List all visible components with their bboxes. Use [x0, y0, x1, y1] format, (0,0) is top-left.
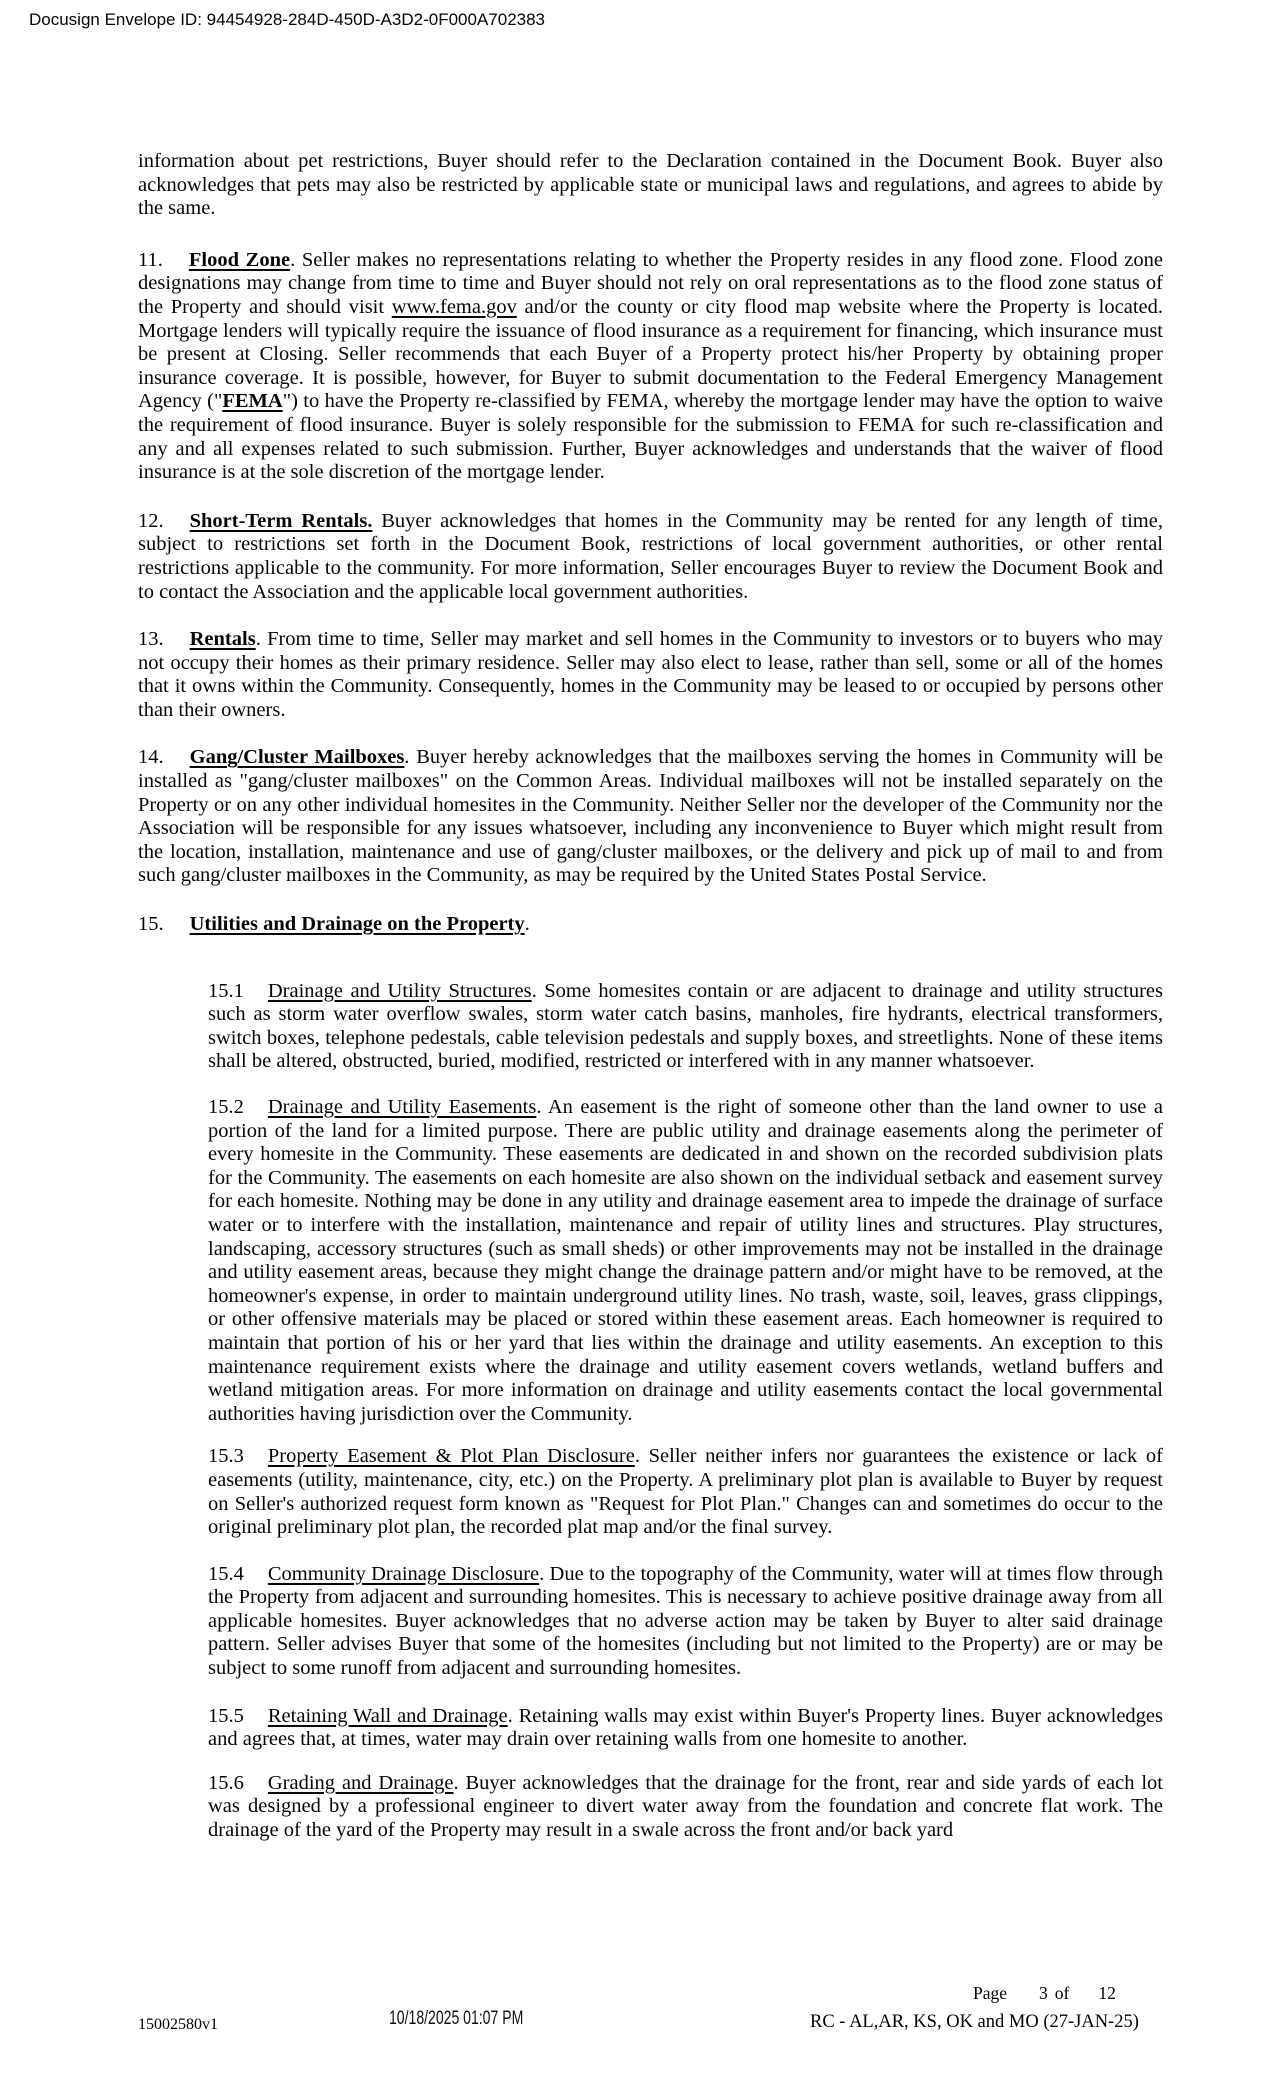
section-heading: Retaining Wall and Drainage: [267, 1704, 508, 1727]
section-paragraph: [138, 746, 1163, 888]
body-text: . Buyer acknowledges that the drainage for the front, rear and side yards of each lot was designed by a professional engineer to divert water away from the foundation and concrete flat work. The drainage of the yard of the Property may result in a swale across the front and/or back yard: [208, 1771, 1163, 1842]
page-word: Page: [973, 1983, 1008, 2003]
section-heading: Grading and Drainage: [267, 1771, 454, 1794]
section-heading: Flood Zone: [188, 248, 291, 271]
body-text: . Seller neither infers nor guarantees the existence or lack of easements (utility, maintenance, city, etc.) on the Property. A preliminary plot plan is available to Buyer by request on Seller's authorized request form known as "Request for Plot Plan." Changes can and sometimes do occur to the original preliminary plot plan, the recorded plat map and/or the final survey.: [208, 1445, 1163, 1539]
body-text: . An easement is the right of someone other than the land owner to use a portion of the land for a limited purpose. There are public utility and drainage easements along the perimeter of every homesite in the Community. These easements are dedicated in and shown on the recorded subdivision plats for the Community. The easements on each homesite are also shown on the individual setback and easement survey for each homesite. Nothing may be done in any utility and drainage easement area to impede the drainage of surface water or to interfere with the installation, maintenance and repair of utility lines and structures. Play structures, landscaping, accessory structures (such as small sheds) or other improvements may not be installed in the drainage and utility easement areas, because they might change the drainage pattern and/or might have to be removed, at the homeowner's expense, in order to maintain underground utility lines. No trash, waste, soil, leaves, grass clippings, or other offensive materials may be placed or stored within these easement areas. Each homeowner is required to maintain that portion of his or her yard that lies within the drainage and utility easements. An exception to this maintenance requirement exists where the drainage and utility easement covers wetlands, wetland buffers and wetland mitigation areas. For more information on drainage and utility easements contact the local governmental authorities having jurisdiction over the Community.: [208, 1096, 1163, 1425]
docusign-envelope-id: Docusign Envelope ID: 94454928-284D-450D-A3D2-0F000A702383: [29, 10, 546, 29]
section-heading: FEMA: [222, 390, 283, 413]
page-number-current: 3: [1039, 1983, 1048, 2003]
subsection-paragraph: [208, 980, 1163, 1074]
section-number: 15.2: [208, 1096, 244, 1118]
fema-link[interactable]: www.fema.gov: [391, 295, 517, 318]
section-number: 14.: [138, 746, 164, 769]
body-text: information about pet restrictions, Buyer should refer to the Declaration contained in the Document Book. Buyer also acknowledges that pets may also be restricted by applicable state or municipal laws and regulations, and agrees to abide by the same.: [138, 150, 1163, 220]
section-number: 12.: [138, 509, 164, 532]
body-text: and/or the county or city flood map website where the Property is located. Mortgage lenders will typically require the issuance of flood insurance as a requirement for financing, which insurance must be present at Closing. Seller recommends that each Buyer of a Property protect his/her Property by obtaining proper insurance coverage. It is possible, however, for Buyer to submit documentation to the Federal Emergency Management Agency (": [138, 295, 1163, 413]
section-paragraph: [138, 510, 1163, 604]
page-indicator: [973, 1983, 1116, 2004]
body-text: Buyer acknowledges that homes in the Community may be rented for any length of time, subject to restrictions set forth in the Document Book, restrictions of local government authorities, or other rental restrictions applicable to the community. For more information, Seller encourages Buyer to review the Document Book and to contact the Association and the applicable local government authorities.: [138, 509, 1163, 603]
footer-timestamp: 10/18/2025 01:07 PM: [389, 2007, 524, 2029]
body-text: . From time to time, Seller may market and sell homes in the Community to investors or to buyers who may not occupy their homes as their primary residence. Seller may also elect to lease, rather than sell, some or all of the homes that it owns within the Community. Consequently, homes in the Community may be leased to or occupied by persons other than their owners.: [138, 628, 1163, 721]
body-text: . Due to the topography of the Community, water will at times flow through the Property from adjacent and surrounding homesites. This is necessary to achieve positive drainage away from all applicable homesites. Buyer acknowledges that no adverse action may be taken by Buyer to alter said drainage pattern. Seller advises Buyer that some of the homesites (including but not limited to the Property) are or may be subject to some runoff from adjacent and surrounding homesites.: [208, 1562, 1163, 1680]
section-heading: Community Drainage Disclosure: [267, 1562, 540, 1585]
body-text: . Buyer hereby acknowledges that the mailboxes serving the homes in Community will be installed as "gang/cluster mailboxes" on the Common Areas. Individual mailboxes will not be installed separately on the Property or on any other individual homesites in the Community. Neither Seller nor the developer of the Community nor the Association will be responsible for any issues whatsoever, including any inconvenience to Buyer which might result from the location, installation, maintenance and use of gang/cluster mailboxes, or the delivery and pick up of mail to and from such gang/cluster mailboxes in the Community, as may be required by the United States Postal Service.: [138, 746, 1163, 887]
document-body: [138, 150, 1163, 1843]
footer-form-code: RC - AL,AR, KS, OK and MO (27-JAN-25): [810, 2012, 1139, 2032]
section-paragraph: [138, 628, 1163, 722]
section-number: 11.: [138, 248, 163, 271]
subsection-paragraph: [208, 1096, 1163, 1426]
paragraph: [138, 150, 1163, 221]
body-text: . Seller makes no representations relating to whether the Property resides in any flood zone. Flood zone designations may change from time to time and Buyer should not rely on oral representations as to the flood zone status of the Property and should visit: [138, 248, 1163, 318]
page-number-total: 12: [1098, 1983, 1116, 2003]
section-paragraph: [138, 249, 1163, 485]
section-heading: Rentals: [189, 628, 256, 651]
section-heading: Property Easement & Plot Plan Disclosure: [267, 1445, 635, 1468]
page-of-word: of: [1054, 1983, 1070, 2003]
subsection-paragraph: [208, 1772, 1163, 1843]
section-paragraph: [138, 913, 1163, 937]
body-text: .: [524, 913, 530, 936]
footer-document-id: 15002580v1: [138, 2016, 218, 2033]
section-number: 15.: [138, 913, 164, 936]
body-text: ") to have the Property re-classified by FEMA, whereby the mortgage lender may have the option to waive the requirement of flood insurance. Buyer is solely responsible for the submission to FEMA for such re-classification and any and all expenses related to such submission. Further, Buyer acknowledges and understands that the waiver of flood insurance is at the sole discretion of the mortgage lender.: [138, 390, 1164, 484]
section-number: 15.6: [208, 1771, 244, 1794]
subsection-paragraph: [208, 1705, 1163, 1752]
subsection-paragraph: [208, 1445, 1163, 1539]
section-number: 15.4: [208, 1562, 244, 1585]
section-number: 15.5: [208, 1704, 244, 1727]
section-number: 15.3: [208, 1445, 244, 1468]
section-heading: Gang/Cluster Mailboxes: [189, 746, 405, 769]
section-heading: Short-Term Rentals.: [189, 509, 373, 532]
section-heading: Utilities and Drainage on the Property: [189, 913, 525, 936]
body-text: . Some homesites contain or are adjacent to drainage and utility structures such as storm water overflow swales, storm water catch basins, manholes, fire hydrants, electrical transformers, switch boxes, telephone pedestals, cable television pedestals and supply boxes, and streetlights. None of these items shall be altered, obstructed, buried, modified, restricted or interfered with in any manner whatsoever.: [208, 979, 1163, 1073]
section-heading: Drainage and Utility Structures: [267, 979, 532, 1002]
section-number: 13.: [138, 628, 164, 651]
body-text: . Retaining walls may exist within Buyer's Property lines. Buyer acknowledges and agrees that, at times, water may drain over retaining walls from one homesite to another.: [208, 1704, 1163, 1751]
section-number: 15.1: [208, 979, 244, 1002]
section-heading: Drainage and Utility Easements: [267, 1096, 537, 1118]
subsection-paragraph: [208, 1563, 1163, 1681]
